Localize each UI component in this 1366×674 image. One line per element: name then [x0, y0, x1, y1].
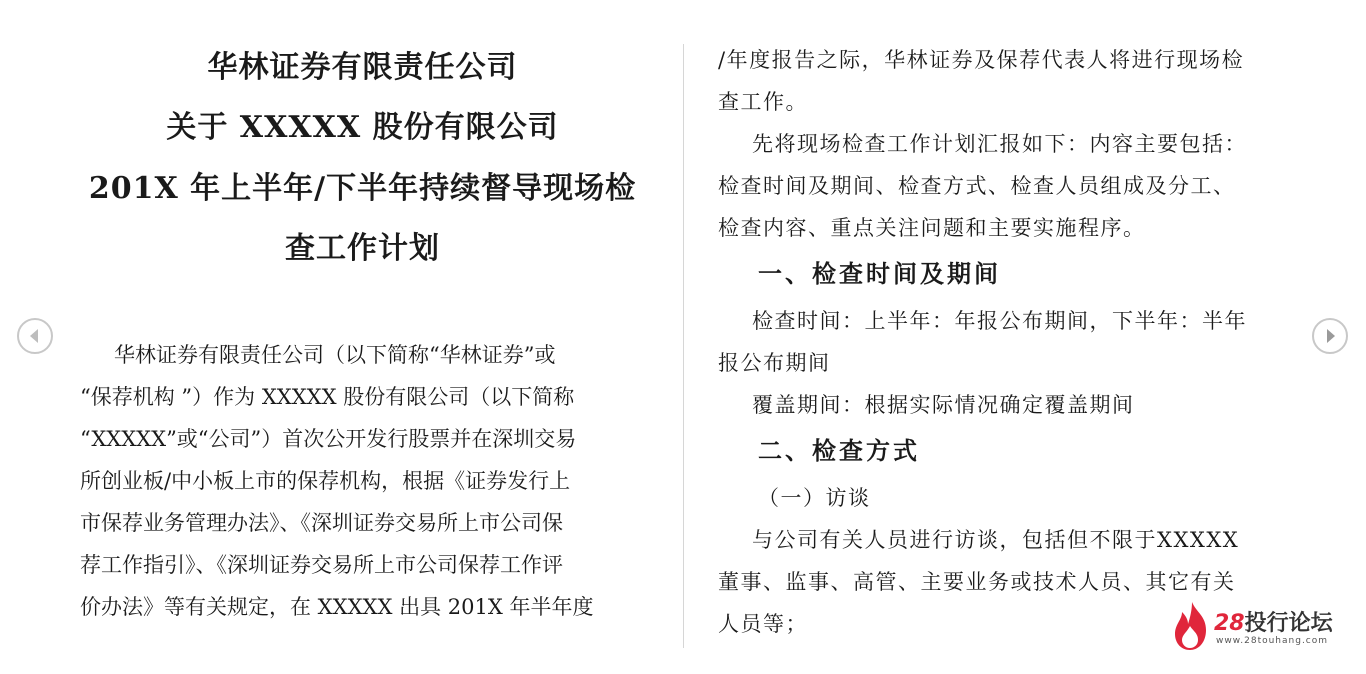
site-watermark	[1170, 600, 1350, 652]
paragraph-line: 报公布期间	[718, 351, 831, 375]
previous-page-button[interactable]	[17, 318, 53, 354]
paragraph-line: 检查时间：上半年：年报公布期间，下半年：半年	[752, 309, 1247, 333]
section-heading-1: 一、检查时间及期间	[758, 259, 1001, 288]
document-title-line-2: 关于 XXXXX 股份有限公司	[166, 110, 559, 145]
document-title-line-1: 华林证券有限责任公司	[207, 50, 518, 85]
section-heading-2: 二、检查方式	[758, 436, 920, 465]
paragraph-line: 先将现场检查工作计划汇报如下：内容主要包括：	[752, 132, 1247, 156]
paragraph-line: “保荐机构 ”）作为 XXXXX 股份有限公司（以下简称	[80, 385, 575, 409]
document-title-line-3: 201X 年上半年/下半年持续督导现场检	[88, 171, 637, 206]
watermark-name: 投行论坛	[1244, 611, 1333, 636]
paragraph-line: 检查内容、重点关注问题和主要实施程序。	[718, 216, 1146, 240]
document-title-line-4: 查工作计划	[285, 231, 440, 266]
paragraph-line: 覆盖期间：根据实际情况确定覆盖期间	[752, 393, 1135, 417]
paragraph-line: 市保荐业务管理办法》、《深圳证券交易所上市公司保	[80, 511, 563, 535]
paragraph-line: 与公司有关人员进行访谈，包括但不限于XXXXX	[752, 528, 1240, 552]
flame-logo-icon	[1170, 600, 1214, 652]
chevron-left-icon	[19, 320, 51, 352]
watermark-url: www.28touhang.com	[1216, 636, 1329, 646]
left-page	[70, 0, 655, 674]
subsection-heading: （一）访谈	[758, 486, 871, 510]
paragraph-line: 检查时间及期间、检查方式、检查人员组成及分工、	[718, 174, 1236, 198]
paragraph-line: 荐工作指引》、《深圳证券交易所上市公司保荐工作评	[80, 553, 563, 577]
next-page-button[interactable]	[1312, 318, 1348, 354]
paragraph-line: “XXXXX”或“公司”）首次公开发行股票并在深圳交易	[80, 427, 577, 451]
page-divider	[683, 44, 684, 648]
chevron-right-icon	[1314, 320, 1346, 352]
intro-paragraph	[80, 334, 650, 628]
paragraph-line: 华林证券有限责任公司（以下简称“华林证券”或	[114, 343, 556, 367]
paragraph-line: 人员等；	[718, 612, 808, 636]
paragraph-line: 所创业板/中小板上市的保荐机构，根据《证券发行上	[80, 469, 571, 493]
paragraph-line: 价办法》等有关规定，在 XXXXX 出具 201X 年半年度	[80, 595, 594, 619]
paragraph-line: 查工作。	[718, 90, 808, 114]
paragraph-line: 董事、监事、高管、主要业务或技术人员、其它有关	[718, 570, 1236, 594]
paragraph-line: /年度报告之际，华林证券及保荐代表人将进行现场检	[718, 48, 1245, 72]
watermark-number: 28	[1214, 611, 1245, 636]
watermark-title	[1214, 606, 1333, 637]
right-page	[718, 0, 1288, 674]
